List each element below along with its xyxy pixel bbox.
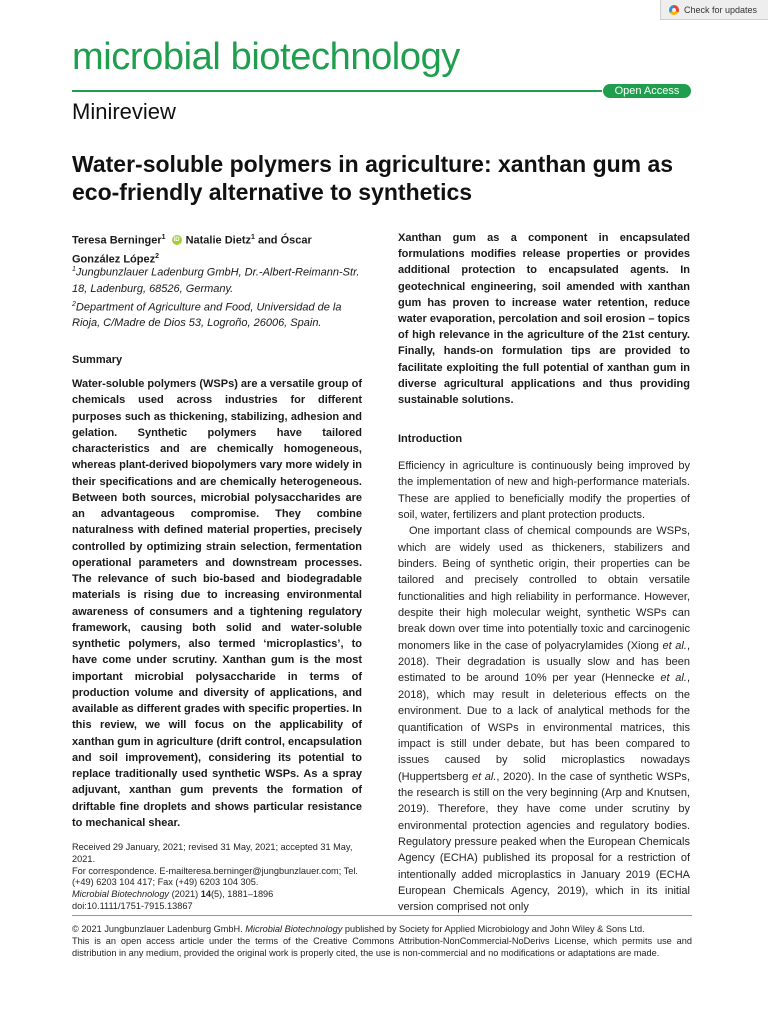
paragraph-text: , 2018), which may result in deleterious effects on the environment. Due to a lack of analytical methods for the quantification of WSPs in environmental matrices, this impact is still under debate, but has been compared to issues caused by solid microplastics nowadays (Huppertsberg: [398, 672, 690, 783]
introduction-heading: Introduction: [398, 433, 463, 445]
summary-continued: Xanthan gum as a component in encapsulated formulations modifies release properties or provides additional protection to encapsulated agents. In geotechnical engineering, soil amended with xanthan gum has proven to increase water retention, reduce water evaporation, percolation and soil erosion – topics of high relevance in the agriculture of the 21st century. Finally, hands-on formulation tips are provided to facilitate exploiting the full potential of xanthan gum in diverse agricultural applications and thus providing sustainable solutions.: [398, 232, 690, 407]
open-access-badge: Open Access: [603, 84, 691, 98]
summary-heading: Summary: [72, 354, 123, 366]
author-name: Natalie Dietz: [185, 234, 251, 247]
article-title: Water-soluble polymers in agriculture: xanthan gum as eco-friendly alternative to synthetics: [72, 151, 674, 205]
affiliation-marker: 1: [251, 234, 255, 241]
affiliations: [72, 262, 362, 331]
et-al: et al.: [660, 672, 687, 685]
affiliation: [72, 297, 362, 332]
copyright-line: [72, 924, 692, 936]
citation-pages: (5), 1881–1896: [210, 889, 274, 900]
citation-journal: Microbial Biotechnology: [72, 889, 170, 900]
paragraph: Efficiency in agriculture is continuously being improved by the implementation of new and high-performance materials. These are applied to beneficially modify the properties of soil, water, fertilizers and plant protection products.: [398, 460, 690, 522]
paragraph: [398, 523, 690, 915]
doi-link[interactable]: doi:10.1111/1751-7915.13867: [72, 900, 193, 911]
license-text: This is an open access article under the terms of the Creative Commons Attribution-NonCommercial-NoDerivs License, which permits use and distribution in any medium, provided the original work is properly cited, the use is non-commercial and no modifications or adaptations are made.: [72, 935, 692, 958]
paragraph-text: , 2020). In the case of synthetic WSPs, the research is still on the very beginning (Arp and Knutsen, 2019). Therefore, they have come under scrutiny by environmental protection agencies and regulatory bodies. Regulatory pressure peaked when the European Chemicals Agency (ECHA) published its proposal for a restriction of intentionally added microplastics in January 2019 (ECHA European Chemicals Agency, 2019), which in its initial version comprised not only: [398, 770, 690, 914]
received-dates: Received 29 January, 2021; revised 31 May, 2021; accepted 31 May, 2021.: [72, 842, 353, 864]
affiliation-text: Jungbunzlauer Ladenburg GmbH, Dr.-Albert-Reimann-Str. 18, Ladenburg, 68526, Germany.: [72, 266, 360, 295]
article-metadata: [72, 842, 362, 913]
correspondence: For correspondence. E-mailteresa.berninger@jungbunzlauer.com; Tel. (+49) 6203 104 417; Fax (+49) 6203 104 305.: [72, 865, 358, 888]
author-conjunction: and: [257, 234, 278, 247]
copyright-text: published by Society for Applied Microbiology and John Wiley & Sons Ltd.: [342, 924, 645, 934]
check-for-updates-button[interactable]: [660, 0, 768, 20]
citation-volume: 14: [200, 889, 211, 900]
introduction-body: [398, 458, 690, 916]
affiliation-marker: 2: [155, 252, 160, 260]
journal-name: microbial biotechnology: [72, 36, 460, 78]
et-al: et al.: [662, 639, 687, 652]
affiliation: [72, 262, 362, 297]
citation-year: (2021): [171, 889, 199, 900]
author-name: Óscar González López: [72, 234, 312, 266]
article-type: Minireview: [72, 99, 176, 124]
affiliation-marker: 1: [161, 234, 166, 241]
paragraph-text: One important class of chemical compounds are WSPs, which are widely used as thickeners, stabilizers and binders. Being of synthetic origin, their properties can be tailored and precisely controlled to obtain versatile functionalities and high reliability in performance. However, despite their high molecular weight, synthetic WSPs can break down over time into potentially toxic and carcinogenic monomers like in the case of polyacrylamides (Xiong: [398, 525, 690, 652]
affiliation-text: Department of Agriculture and Food, Universidad de la Rioja, C/Madre de Dios 53, Logroño, 26006, Spain.: [72, 301, 342, 330]
check-for-updates-label: Check for updates: [684, 4, 758, 15]
summary-text: Water-soluble polymers (WSPs) are a versatile group of chemicals used across industries for different purposes such as thickening, stabilizing, adhesion and gelation. Synthetic polymers have tailored characteristics and are chemically homogeneous, whereas plant-derived biopolymers vary more widely in their specifications and are chemically heterogeneous. Between both sources, microbial polysaccharides are an advantageous compromise. They combine naturalness with defined material properties, precisely controlled by optimizing strain selection, fermentation operational parameters and downstream processes. The relevance of such bio-based and biodegradable materials is rising due to increasing environmental awareness of consumers and a tightening regulatory framework, causing both solid and water-soluble synthetic polymers, also termed ‘microplastics’, to have come under scrutiny. Xanthan gum is the most important microbial polysaccharide in terms of production volume and diversity of applications, and available as different grades with specific properties. In this review, we will focus on the applicability of xanthan gum in agriculture (drift control, encapsulation and soil improvement), considering its potential to replace traditionally used synthetic WSPs. As a spray adjuvant, xanthan gum prevents the formation of driftable fine droplets and shows particular resistance to mechanical shear.: [72, 378, 362, 829]
affiliation-marker: 2: [72, 300, 76, 308]
header-rule: [72, 90, 602, 92]
copyright-journal: Microbial Biotechnology: [245, 924, 343, 934]
citation: [72, 889, 362, 901]
affiliation-marker: 1: [72, 266, 76, 273]
copyright-notice: [72, 924, 692, 959]
author-name: Teresa Berninger: [72, 234, 162, 247]
orcid-icon[interactable]: iD: [173, 236, 180, 243]
copyright-text: © 2021 Jungbunzlauer Ladenburg GmbH.: [72, 924, 246, 934]
paragraph-text: , 2018). Their degradation is usually slow and has been estimated to be around 10% per year (Hennecke: [398, 639, 690, 685]
et-al: et al.: [471, 770, 497, 783]
footer-rule: [72, 915, 692, 916]
crossmark-icon: [669, 5, 679, 15]
